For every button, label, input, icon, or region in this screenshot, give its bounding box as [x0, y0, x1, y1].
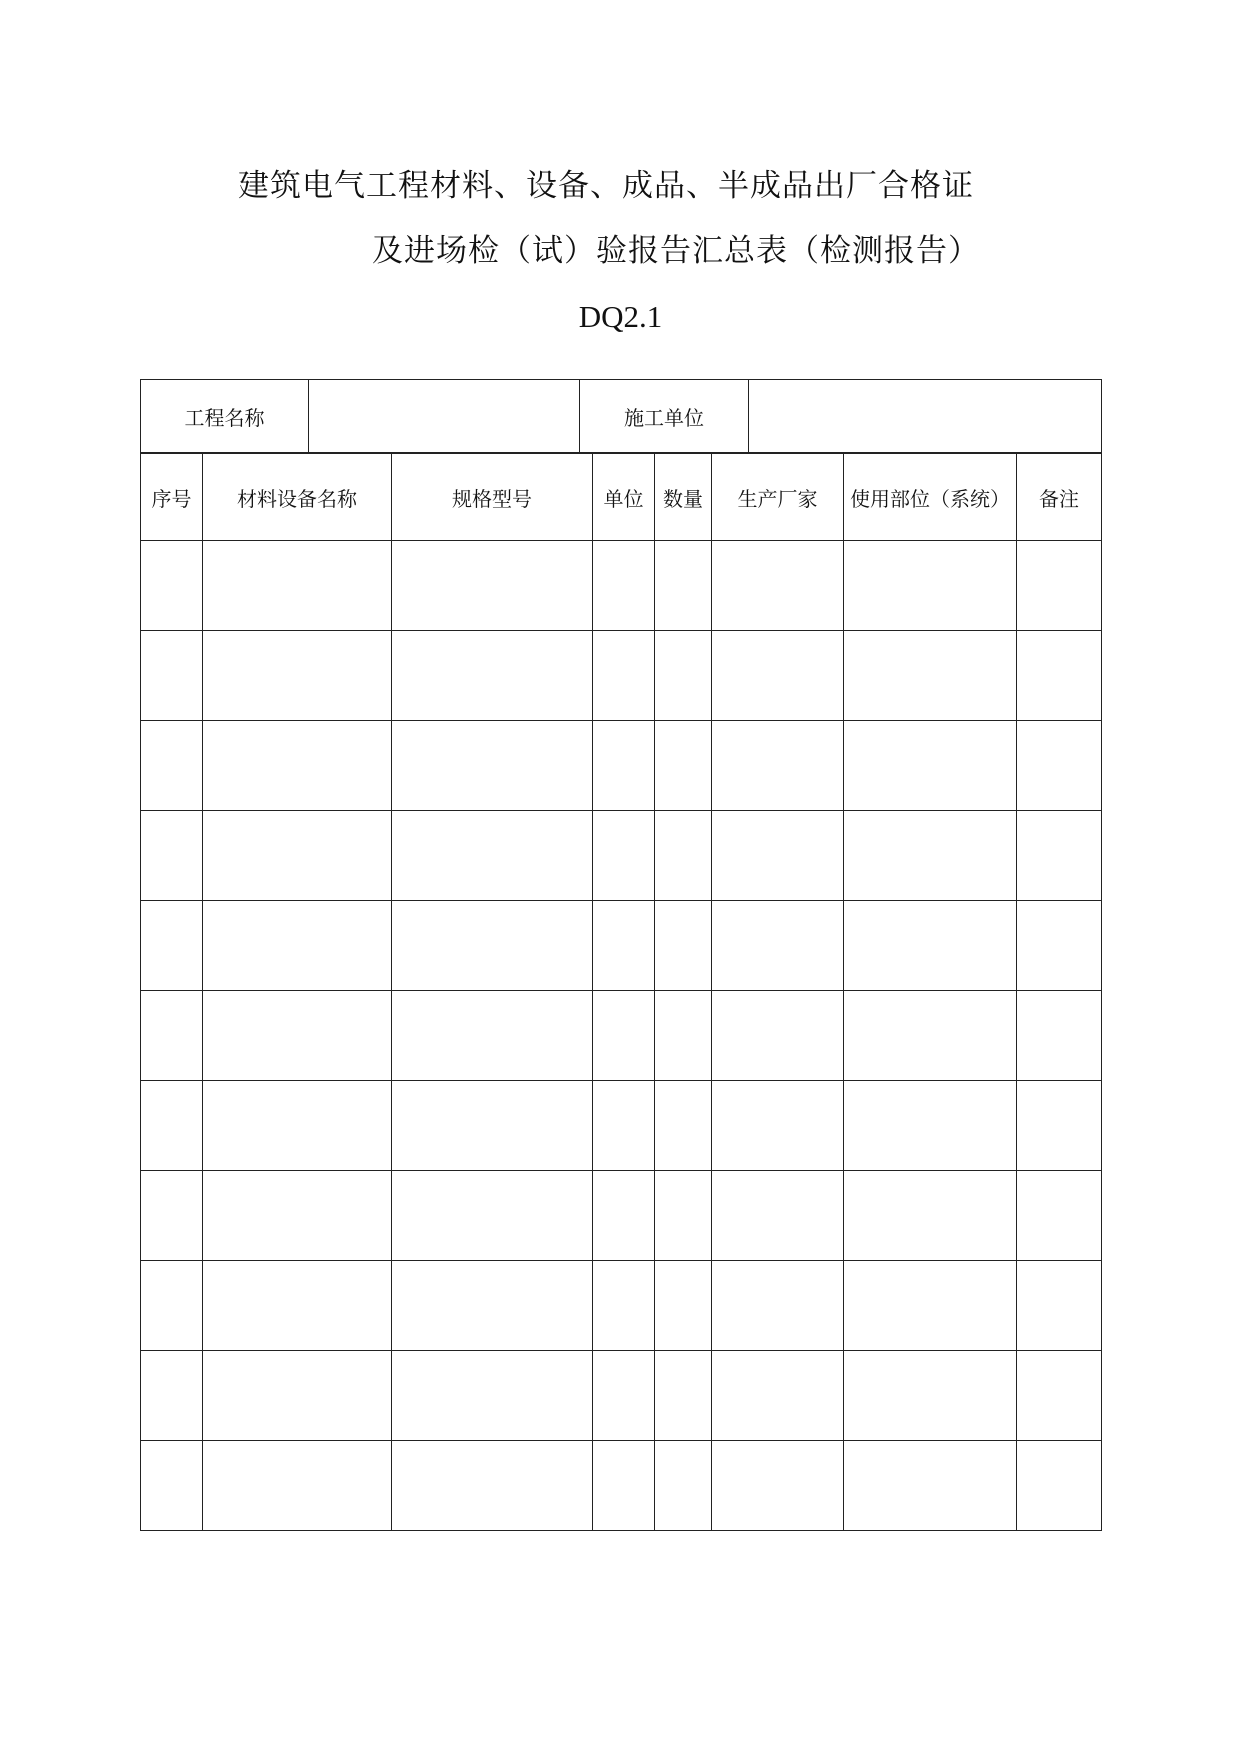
specification-cell[interactable] — [392, 1351, 593, 1441]
serial-number-cell[interactable] — [141, 1261, 203, 1351]
quantity-cell[interactable] — [655, 1081, 712, 1171]
unit-cell[interactable] — [593, 1351, 655, 1441]
manufacturer-cell[interactable] — [712, 901, 844, 991]
specification-cell[interactable] — [392, 541, 593, 631]
usage-location-cell[interactable] — [844, 631, 1017, 721]
unit-cell[interactable] — [593, 541, 655, 631]
construction-unit-label: 施工单位 — [580, 380, 749, 453]
manufacturer-cell[interactable] — [712, 721, 844, 811]
serial-number-cell[interactable] — [141, 1081, 203, 1171]
manufacturer-cell[interactable] — [712, 1441, 844, 1531]
remarks-cell[interactable] — [1017, 541, 1102, 631]
header-specification-model: 规格型号 — [392, 454, 593, 541]
material-name-cell[interactable] — [203, 1441, 392, 1531]
manufacturer-cell[interactable] — [712, 991, 844, 1081]
unit-cell[interactable] — [593, 721, 655, 811]
quantity-cell[interactable] — [655, 1171, 712, 1261]
form-title-line-1: 建筑电气工程材料、设备、成品、半成品出厂合格证 — [238, 168, 974, 204]
materials-summary-table — [140, 453, 1102, 1531]
table-header-row — [141, 454, 1102, 541]
table-row — [141, 1081, 1102, 1171]
unit-cell[interactable] — [593, 631, 655, 721]
remarks-cell[interactable] — [1017, 1081, 1102, 1171]
quantity-cell[interactable] — [655, 541, 712, 631]
material-name-cell[interactable] — [203, 1171, 392, 1261]
material-name-cell[interactable] — [203, 901, 392, 991]
material-name-cell[interactable] — [203, 721, 392, 811]
specification-cell[interactable] — [392, 1171, 593, 1261]
serial-number-cell[interactable] — [141, 1441, 203, 1531]
serial-number-cell[interactable] — [141, 811, 203, 901]
remarks-cell[interactable] — [1017, 991, 1102, 1081]
unit-cell[interactable] — [593, 811, 655, 901]
manufacturer-cell[interactable] — [712, 811, 844, 901]
table-row — [141, 631, 1102, 721]
usage-location-cell[interactable] — [844, 1351, 1017, 1441]
quantity-cell[interactable] — [655, 1351, 712, 1441]
header-usage-location: 使用部位（系统） — [844, 454, 1017, 541]
project-name-field[interactable] — [309, 380, 580, 453]
specification-cell[interactable] — [392, 991, 593, 1081]
quantity-cell[interactable] — [655, 1261, 712, 1351]
table-row — [141, 1261, 1102, 1351]
table-row — [141, 901, 1102, 991]
table-row — [141, 1171, 1102, 1261]
table-row — [141, 721, 1102, 811]
material-name-cell[interactable] — [203, 1351, 392, 1441]
manufacturer-cell[interactable] — [712, 1171, 844, 1261]
serial-number-cell[interactable] — [141, 631, 203, 721]
table-row — [141, 1351, 1102, 1441]
specification-cell[interactable] — [392, 811, 593, 901]
header-unit: 单位 — [593, 454, 655, 541]
manufacturer-cell[interactable] — [712, 541, 844, 631]
serial-number-cell[interactable] — [141, 1351, 203, 1441]
quantity-cell[interactable] — [655, 1441, 712, 1531]
remarks-cell[interactable] — [1017, 1351, 1102, 1441]
specification-cell[interactable] — [392, 631, 593, 721]
material-name-cell[interactable] — [203, 631, 392, 721]
unit-cell[interactable] — [593, 991, 655, 1081]
remarks-cell[interactable] — [1017, 1171, 1102, 1261]
remarks-cell[interactable] — [1017, 1261, 1102, 1351]
header-manufacturer: 生产厂家 — [712, 454, 844, 541]
remarks-cell[interactable] — [1017, 721, 1102, 811]
specification-cell[interactable] — [392, 721, 593, 811]
unit-cell[interactable] — [593, 1261, 655, 1351]
usage-location-cell[interactable] — [844, 541, 1017, 631]
usage-location-cell[interactable] — [844, 1441, 1017, 1531]
table-row — [141, 991, 1102, 1081]
quantity-cell[interactable] — [655, 811, 712, 901]
usage-location-cell[interactable] — [844, 991, 1017, 1081]
quantity-cell[interactable] — [655, 991, 712, 1081]
remarks-cell[interactable] — [1017, 1441, 1102, 1531]
quantity-cell[interactable] — [655, 631, 712, 721]
specification-cell[interactable] — [392, 1441, 593, 1531]
header-material-name: 材料设备名称 — [203, 454, 392, 541]
specification-cell[interactable] — [392, 1081, 593, 1171]
remarks-cell[interactable] — [1017, 901, 1102, 991]
material-name-cell[interactable] — [203, 811, 392, 901]
manufacturer-cell[interactable] — [712, 1081, 844, 1171]
manufacturer-cell[interactable] — [712, 1261, 844, 1351]
table-row — [141, 541, 1102, 631]
serial-number-cell[interactable] — [141, 1171, 203, 1261]
unit-cell[interactable] — [593, 901, 655, 991]
form-title-line-2: 及进场检（试）验报告汇总表（检测报告） — [372, 233, 980, 269]
material-name-cell[interactable] — [203, 541, 392, 631]
usage-location-cell[interactable] — [844, 721, 1017, 811]
quantity-cell[interactable] — [655, 901, 712, 991]
project-info-row — [141, 380, 1102, 453]
form-code: DQ2.1 — [578, 299, 663, 334]
header-serial-number: 序号 — [141, 454, 203, 541]
table-body — [141, 541, 1102, 1531]
header-remarks: 备注 — [1017, 454, 1102, 541]
manufacturer-cell[interactable] — [712, 1351, 844, 1441]
specification-cell[interactable] — [392, 1261, 593, 1351]
material-name-cell[interactable] — [203, 1081, 392, 1171]
specification-cell[interactable] — [392, 901, 593, 991]
manufacturer-cell[interactable] — [712, 631, 844, 721]
unit-cell[interactable] — [593, 1171, 655, 1261]
project-name-label: 工程名称 — [141, 380, 309, 453]
material-name-cell[interactable] — [203, 991, 392, 1081]
table-row — [141, 1441, 1102, 1531]
unit-cell[interactable] — [593, 1441, 655, 1531]
serial-number-cell[interactable] — [141, 721, 203, 811]
usage-location-cell[interactable] — [844, 1081, 1017, 1171]
material-name-cell[interactable] — [203, 1261, 392, 1351]
remarks-cell[interactable] — [1017, 631, 1102, 721]
quantity-cell[interactable] — [655, 721, 712, 811]
remarks-cell[interactable] — [1017, 811, 1102, 901]
usage-location-cell[interactable] — [844, 1261, 1017, 1351]
construction-unit-field[interactable] — [749, 380, 1102, 453]
unit-cell[interactable] — [593, 1081, 655, 1171]
table-row — [141, 811, 1102, 901]
serial-number-cell[interactable] — [141, 901, 203, 991]
serial-number-cell[interactable] — [141, 541, 203, 631]
usage-location-cell[interactable] — [844, 811, 1017, 901]
usage-location-cell[interactable] — [844, 901, 1017, 991]
usage-location-cell[interactable] — [844, 1171, 1017, 1261]
serial-number-cell[interactable] — [141, 991, 203, 1081]
header-quantity: 数量 — [655, 454, 712, 541]
project-info-table — [140, 379, 1102, 453]
